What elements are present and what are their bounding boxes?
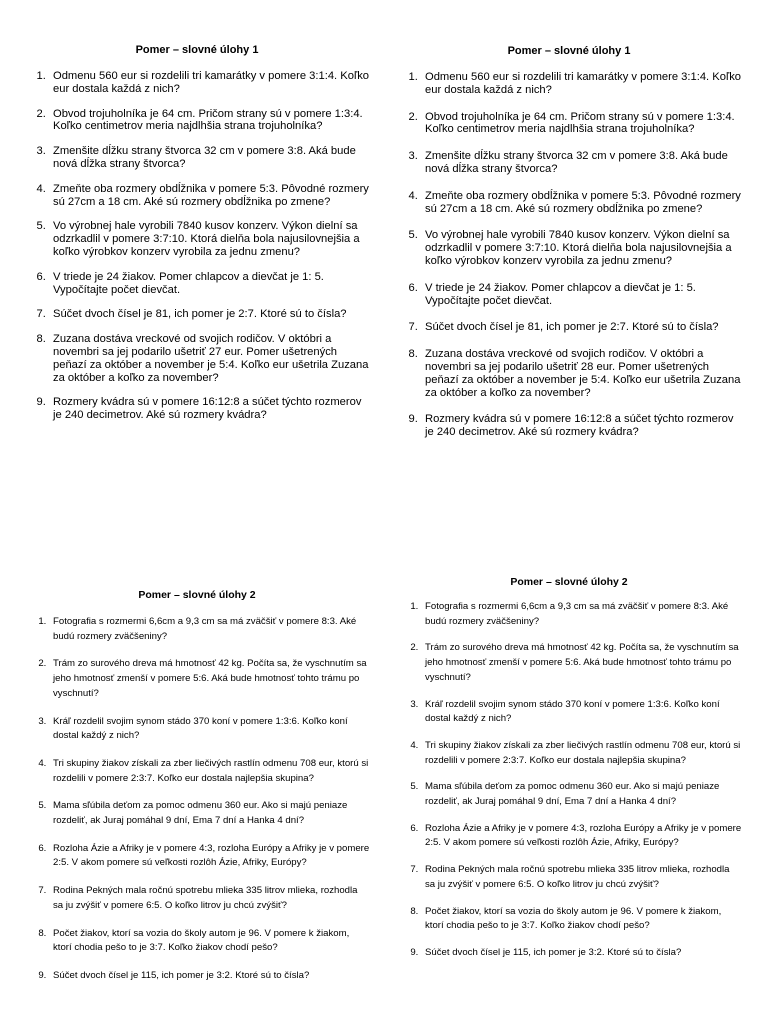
problem-item: 2. Obvod trojuholníka je 64 cm. Pričom strany sú v pomere 1:3:4. Koľko centimetrov meria najdlhšia strana trojuholníka? (421, 111, 742, 137)
worksheet-title: Pomer – slovné úlohy 2 (510, 576, 628, 588)
problem-item: 3. Kráľ rozdelil svojim synom stádo 370 koní v pomere 1:3:6. Koľko koní dostal každý z nich? (421, 698, 742, 727)
problem-item: 9. Rozmery kvádra sú v pomere 16:12:8 a súčet týchto rozmerov je 240 decimetrov. Aké sú rozmery kvádra? (421, 413, 742, 439)
problem-list (24, 615, 370, 984)
problem-item: 1. Odmenu 560 eur si rozdelili tri kamarátky v pomere 3:1:4. Koľko eur dostala každá z nich? (421, 71, 742, 97)
problem-item: 2. Trám zo surového dreva má hmotnosť 42 kg. Počíta sa, že vyschnutím sa jeho hmotnosť zmenší v pomere 5:6. Aká bude hmotnosť tohto trámu po vyschnutí? (49, 657, 370, 701)
problem-item: 5. Vo výrobnej hale vyrobili 7840 kusov konzerv. Výkon dielní sa odzrkadlil v pomere 3:7:10. Ktorá dielňa bola najusilovnejšia a koľko výrobkov konzerv vyrobila za jednu zmenu? (49, 220, 370, 258)
problem-item: 4. Tri skupiny žiakov získali za zber liečivých rastlín odmenu 708 eur, ktorú si rozdelili v pomere 2:3:7. Koľko eur dostala najlepšia skupina? (49, 757, 370, 786)
problem-item: 1. Odmenu 560 eur si rozdelili tri kamarátky v pomere 3:1:4. Koľko eur dostala každá z nich? (49, 70, 370, 96)
problem-item: 5. Mama sľúbila deťom za pomoc odmenu 360 eur. Ako si majú peniaze rozdeliť, ak Juraj pomáhal 9 dní, Ema 7 dní a Hanka 4 dní? (421, 780, 742, 809)
problem-item: 2. Obvod trojuholníka je 64 cm. Pričom strany sú v pomere 1:3:4. Koľko centimetrov meria najdlhšia strana trojuholníka? (49, 108, 370, 134)
problem-item: 7. Rodina Pekných mala ročnú spotrebu mlieka 335 litrov mlieka, rozhodla sa ju zvýšiť v pomere 6:5. O koľko litrov ju chcú zvýšiť? (421, 863, 742, 892)
problem-list (396, 600, 742, 961)
problem-item: 5. Mama sľúbila deťom za pomoc odmenu 360 eur. Ako si majú peniaze rozdeliť, ak Juraj pomáhal 9 dní, Ema 7 dní a Hanka 4 dní? (49, 799, 370, 828)
problem-item: 8. Počet žiakov, ktorí sa vozia do školy autom je 96. V pomere k žiakom, ktorí chodia pešo to je 3:7. Koľko žiakov chodí pešo? (49, 927, 370, 956)
problem-item: 8. Zuzana dostáva vreckové od svojich rodičov. V októbri a novembri sa jej podarilo ušetriť 27 eur. Pomer ušetrených peňazí za október a november je 5:4. Koľko eur ušetrila Zuzana za október a koľko za november? (49, 333, 370, 384)
problem-item: 4. Zmeňte oba rozmery obdĺžnika v pomere 5:3. Pôvodné rozmery sú 27cm a 18 cm. Aké sú rozmery obdĺžnika po zmene? (421, 190, 742, 216)
worksheet-title: Pomer – slovné úlohy 2 (138, 589, 256, 601)
problem-item: 7. Rodina Pekných mala ročnú spotrebu mlieka 335 litrov mlieka, rozhodla sa ju zvýšiť v pomere 6:5. O koľko litrov ju chcú zvýšiť? (49, 884, 370, 913)
problem-item: 6. V triede je 24 žiakov. Pomer chlapcov a dievčat je 1: 5. Vypočítajte počet dievčat. (421, 282, 742, 308)
problem-item: 9. Rozmery kvádra sú v pomere 16:12:8 a súčet týchto rozmerov je 240 decimetrov. Aké sú rozmery kvádra? (49, 396, 370, 422)
problem-item: 7. Súčet dvoch čísel je 81, ich pomer je 2:7. Ktoré sú to čísla? (49, 308, 370, 321)
problem-list (24, 70, 370, 422)
problem-item: 2. Trám zo surového dreva má hmotnosť 42 kg. Počíta sa, že vyschnutím sa jeho hmotnosť zmenší v pomere 5:6. Aká bude hmotnosť tohto trámu po vyschnutí? (421, 641, 742, 685)
problem-item: 9. Súčet dvoch čísel je 115, ich pomer je 3:2. Ktoré sú to čísla? (421, 946, 742, 961)
worksheet-1-right (396, 45, 742, 453)
problem-item: 6. Rozloha Ázie a Afriky je v pomere 4:3, rozloha Európy a Afriky je v pomere 2:5. V akom pomere sú veľkosti rozlôh Ázie, Afriky, Európy? (421, 822, 742, 851)
problem-item: 8. Počet žiakov, ktorí sa vozia do školy autom je 96. V pomere k žiakom, ktorí chodia pešo to je 3:7. Koľko žiakov chodí pešo? (421, 905, 742, 934)
problem-item: 3. Kráľ rozdelil svojim synom stádo 370 koní v pomere 1:3:6. Koľko koní dostal každý z nich? (49, 715, 370, 744)
worksheet-title: Pomer – slovné úlohy 1 (135, 44, 259, 56)
problem-item: 8. Zuzana dostáva vreckové od svojich rodičov. V októbri a novembri sa jej podarilo ušetriť 28 eur. Pomer ušetrených peňazí za október a november je 5:4. Koľko eur ušetrila Zuzana za október a koľko za november? (421, 348, 742, 399)
worksheet-title: Pomer – slovné úlohy 1 (507, 45, 631, 57)
worksheet-2-left (24, 589, 370, 984)
problem-item: 6. V triede je 24 žiakov. Pomer chlapcov a dievčat je 1: 5. Vypočítajte počet dievčat. (49, 271, 370, 297)
problem-item: 7. Súčet dvoch čísel je 81, ich pomer je 2:7. Ktoré sú to čísla? (421, 321, 742, 334)
problem-item: 5. Vo výrobnej hale vyrobili 7840 kusov konzerv. Výkon dielní sa odzrkadlil v pomere 3:7:10. Ktorá dielňa bola najusilovnejšia a koľko výrobkov konzerv vyrobila za jednu zmenu? (421, 229, 742, 267)
problem-item: 4. Tri skupiny žiakov získali za zber liečivých rastlín odmenu 708 eur, ktorú si rozdelili v pomere 2:3:7. Koľko eur dostala najlepšia skupina? (421, 739, 742, 768)
problem-item: 4. Zmeňte oba rozmery obdĺžnika v pomere 5:3. Pôvodné rozmery sú 27cm a 18 cm. Aké sú rozmery obdĺžnika po zmene? (49, 183, 370, 209)
problem-item: 6. Rozloha Ázie a Afriky je v pomere 4:3, rozloha Európy a Afriky je v pomere 2:5. V akom pomere sú veľkosti rozlôh Ázie, Afriky, Európy? (49, 842, 370, 871)
problem-item: 3. Zmenšite dĺžku strany štvorca 32 cm v pomere 3:8. Aká bude nová dĺžka strany štvorca? (49, 145, 370, 171)
problem-list (396, 71, 742, 439)
problem-item: 3. Zmenšite dĺžku strany štvorca 32 cm v pomere 3:8. Aká bude nová dĺžka strany štvorca? (421, 150, 742, 176)
problem-item: 1. Fotografia s rozmermi 6,6cm a 9,3 cm sa má zväčšiť v pomere 8:3. Aké budú rozmery zväčšeniny? (421, 600, 742, 629)
worksheet-2-right (396, 576, 742, 973)
problem-item: 1. Fotografia s rozmermi 6,6cm a 9,3 cm sa má zväčšiť v pomere 8:3. Aké budú rozmery zväčšeniny? (49, 615, 370, 644)
worksheet-1-left (24, 44, 370, 422)
problem-item: 9. Súčet dvoch čísel je 115, ich pomer je 3:2. Ktoré sú to čísla? (49, 969, 370, 984)
